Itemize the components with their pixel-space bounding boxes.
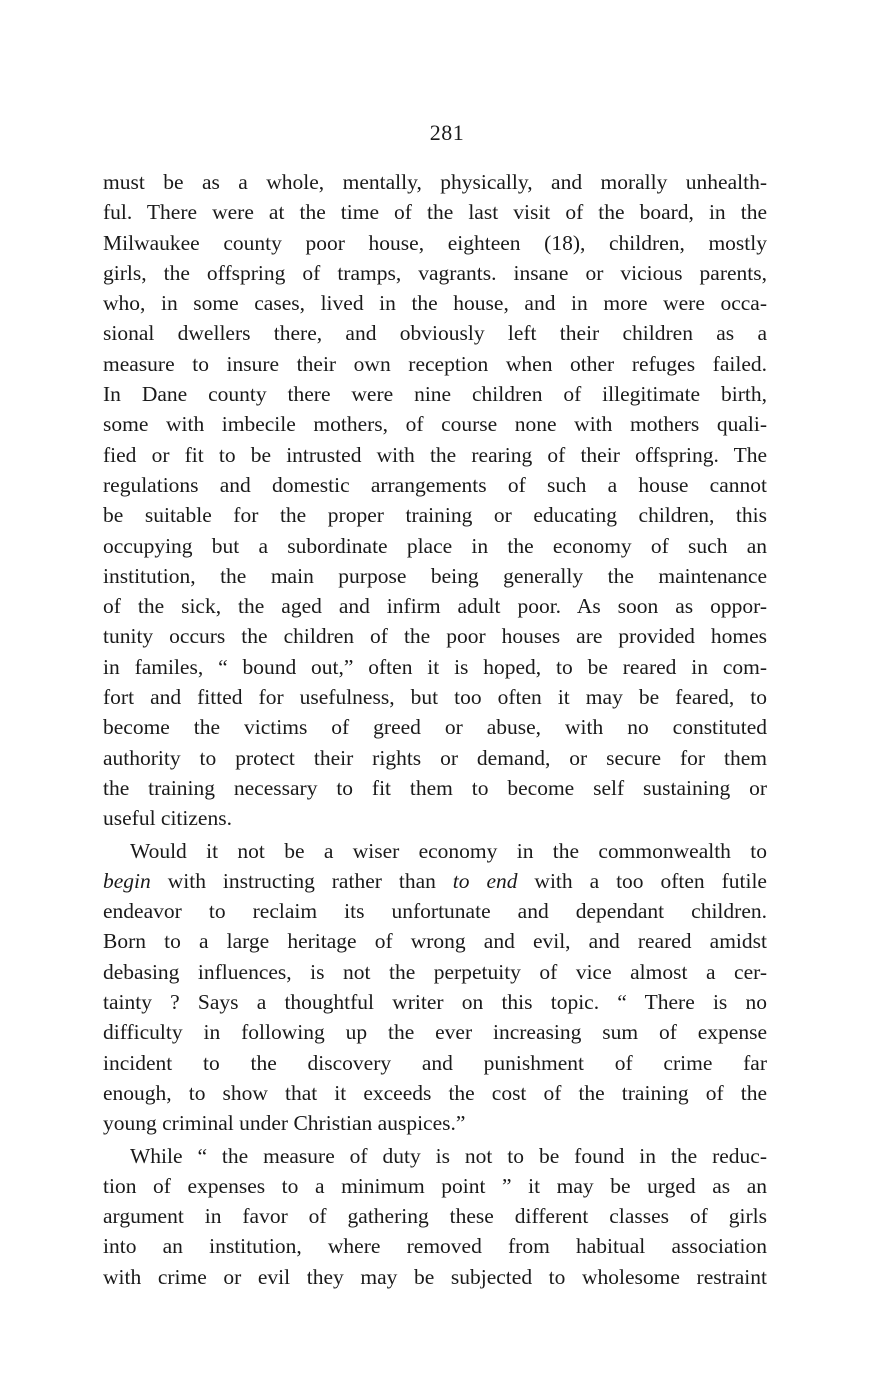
text-line: regulations and domestic arrangements of such a house cannot	[103, 472, 767, 497]
text-line: in familes, “ bound out,” often it is hoped, to be reared in com-	[103, 654, 767, 679]
text-line: with crime or evil they may be subjected to wholesome restraint	[103, 1264, 767, 1289]
text-line: must be as a whole, mentally, physically, and morally unhealth-	[103, 170, 767, 194]
text-line: fied or fit to be intrusted with the rearing of their offspring. The	[103, 442, 767, 467]
text-line: tainty ? Says a thoughtful writer on this topic. “ There is no	[103, 990, 767, 1015]
paragraph-3	[103, 1141, 767, 1292]
page-number: 281	[429, 120, 465, 145]
text-line: begin with instructing rather than to end with a too often futile	[103, 868, 767, 893]
paragraph-2	[103, 836, 767, 1139]
text-line: endeavor to reclaim its unfortunate and dependant children.	[103, 899, 767, 924]
body-text	[103, 167, 767, 1292]
text-line: girls, the offspring of tramps, vagrants. insane or vicious parents,	[103, 260, 767, 285]
text-line: young criminal under Christian auspices.”	[103, 1111, 466, 1136]
italic-emphasis: begin	[103, 868, 151, 893]
text-line: the training necessary to fit them to become self sustaining or	[103, 775, 767, 800]
text-line: ful. There were at the time of the last visit of the board, in the	[103, 200, 767, 225]
text-line: difficulty in following up the ever increasing sum of expense	[103, 1020, 767, 1045]
text-line: In Dane county there were nine children of illegitimate birth,	[103, 382, 767, 407]
text-line: Born to a large heritage of wrong and evil, and reared amidst	[103, 929, 767, 954]
text-line: enough, to show that it exceeds the cost of the training of the	[103, 1080, 767, 1105]
text-line: useful citizens.	[103, 806, 232, 831]
text-line: some with imbecile mothers, of course none with mothers quali-	[103, 412, 767, 437]
paragraph-1	[103, 167, 767, 834]
text-line: authority to protect their rights or demand, or secure for them	[103, 745, 767, 770]
text-line: institution, the main purpose being generally the maintenance	[103, 563, 767, 588]
text-line: sional dwellers there, and obviously left their children as a	[103, 321, 767, 346]
text-line: be suitable for the proper training or educating children, this	[103, 503, 767, 528]
text-line: tunity occurs the children of the poor houses are provided homes	[103, 624, 767, 649]
text-line: Would it not be a wiser economy in the commonwealth to	[130, 838, 767, 863]
text-line: incident to the discovery and punishment of crime far	[103, 1050, 767, 1075]
text-line: who, in some cases, lived in the house, and in more were occa-	[103, 291, 767, 316]
text-line: While “ the measure of duty is not to be found in the reduc-	[130, 1143, 767, 1168]
text-line: argument in favor of gathering these different classes of girls	[103, 1204, 767, 1229]
text-line: become the victims of greed or abuse, with no constituted	[103, 715, 767, 740]
text-line: Milwaukee county poor house, eighteen (18), children, mostly	[103, 230, 767, 255]
text-line: tion of expenses to a minimum point ” it may be urged as an	[103, 1173, 767, 1198]
text-line: debasing influences, is not the perpetuity of vice almost a cer-	[103, 959, 767, 984]
text-line: measure to insure their own reception when other refuges failed.	[103, 351, 767, 376]
italic-emphasis: to end	[452, 868, 518, 893]
text-line: of the sick, the aged and infirm adult poor. As soon as oppor-	[103, 594, 767, 619]
text-line: fort and fitted for usefulness, but too often it may be feared, to	[103, 685, 767, 710]
text-line: occupying but a subordinate place in the economy of such an	[103, 533, 767, 558]
text-line: into an institution, where removed from habitual association	[103, 1234, 767, 1259]
